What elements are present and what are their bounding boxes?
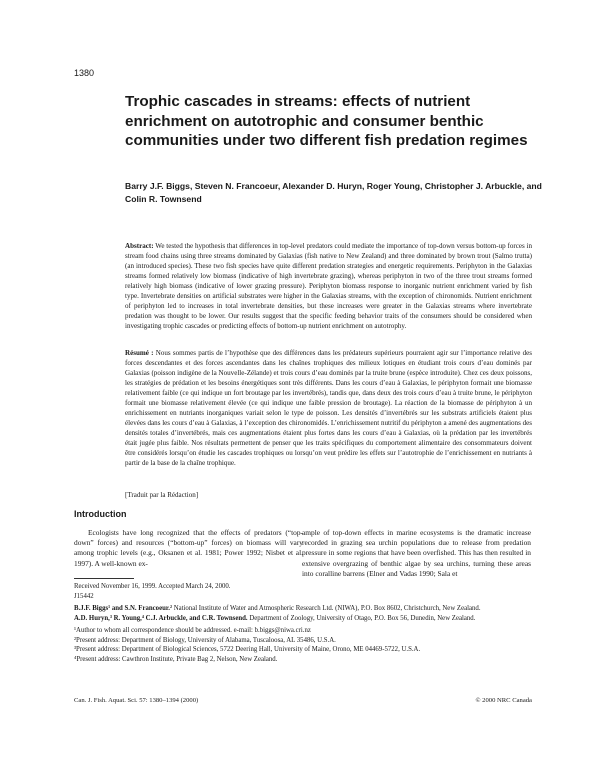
manuscript-id: J15442 — [74, 592, 94, 600]
article-notes — [74, 582, 532, 664]
abstract-label: Abstract: — [125, 242, 154, 250]
affiliation-text: National Institute of Water and Atmospheric Research Ltd. (NIWA), P.O. Box 8602, Christchurch, New Zealand. — [173, 605, 481, 612]
footnote-3: ³Present address: Department of Biological Sciences, 5722 Deering Hall, University of Maine, Orono, ME 04469-5722, U.S.A. — [74, 646, 421, 653]
abstract-text: We tested the hypothesis that differences in top-level predators could mediate the importance of top-down versus bottom-up forces in stream food chains using three streams dominated by Galaxias (fish native to New Zealand) and three dominated by brown trout (Salmo trutta) (an introduced species). These two fish species have quite different predation strategies and energetic requirements. Periphyton in the Galaxias streams formed relatively low biomass (indicative of high invertebrate grazing), whereas periphyton in two of the three trout streams formed relatively high biomass (indicative of lower grazing pressure). Periphyton biomass response to inorganic nutrient enrichment varied by fish type. Invertebrate densities on artificial substrates were higher in the Galaxias streams, with the exception of chironomids. Nutrient enrichment of periphyton led to increases in total invertebrate densities, but these increases were greater in the Galaxias streams where invertebrate predation was thought to be lower. Our results suggest that the specific feeding behavior traits of the consumers should be considered when investigating trophic cascades or predicting effects of bottom-up nutrient enrichment on autotrophy. — [125, 242, 532, 330]
copyright-notice: © 2000 NRC Canada — [475, 697, 532, 704]
resume — [125, 348, 532, 468]
affiliation — [74, 614, 532, 624]
journal-citation: Can. J. Fish. Aquat. Sci. 57: 1380–1394 (2000) — [74, 697, 199, 704]
affiliation-names: B.J.F. Biggs¹ and S.N. Francoeur.² — [74, 605, 172, 612]
footnote-4: ⁴Present address: Cawthron Institute, Private Bag 2, Nelson, New Zealand. — [74, 655, 278, 663]
abstract — [125, 241, 532, 331]
footnote-divider — [74, 578, 134, 579]
translation-note: [Traduit par la Rédaction] — [125, 491, 199, 499]
resume-text: Nous sommes partis de l’hypothèse que des différences dans les prédateurs supérieurs pourraient agir sur l’importance relative des forces descendantes et des forces ascendantes dans les chaînes trophiques des milieux lotiques en étudiant trois cours d’eau dominés par Galaxias (poisson indigène de la Nouvelle-Zélande) et trois cours d’eau dominés par la truite brune (espèce introduite). Chez ces deux poissons, les stratégies de prédation et les besoins énergétiques sont très différents. Dans les cours d’eau à Galaxias, le périphyton formait une biomasse relativement faible (ce qui indique un fort broutage par les invertébrés), tandis que, dans deux des trois cours d’eau à truite brune, le périphyton formait une biomasse relativement élevée (ce qui indique une faible pression de broutage). La réaction de la biomasse de périphyton à un enrichissement en nutriants inorganiques variait selon le type de poisson. Les densités d’invertébrés sur les substrats artificiels étaient plus élevées dans les cours d’eau à Galaxias, à l’exception des chironomidés. L’enrichissement nutritif du périphyton a amené des augmentations des densités totales d’invertébrés, mais ces augmentations étaient plus fortes dans les cours d’eau à Galaxias, où la prédation par les invertébrés était jugée plus faible. Nos résultats permettent de penser que les traits spécifiques du comportement alimentaire des consommateurs doivent être considérés lorsqu’on étudie les cascades trophiques ou lorsqu’on veut prédire les effets sur l’autotrophie de l’enrichissement en nutriants à partir de la base de la chaîne trophique. — [125, 349, 533, 467]
affiliation — [74, 604, 532, 614]
affiliation-text: Department of Zoology, University of Otago, P.O. Box 56, Dunedin, New Zealand. — [249, 614, 476, 622]
intro-right-column: ample of top-down effects in marine ecosystems is the dramatic increase recorded in grazing sea urchin populations due to release from predation pressure in some regions that have been overfished. This has then resulted in extensive overgrazing of benthic algae by sea urchins, turning these areas into coralline barrens (Elner and Vadas 1990; Sala et — [302, 528, 531, 578]
page-number: 1380 — [74, 68, 95, 78]
author-list: Barry J.F. Biggs, Steven N. Francoeur, Alexander D. Huryn, Roger Young, Christopher J. Arbuckle, and Colin R. Townsend — [125, 181, 542, 205]
footnote-1: ¹Author to whom all correspondence should be addressed. e-mail: b.biggs@niwa.cri.nz — [74, 627, 311, 634]
intro-left-column: Ecologists have long recognized that the effects of predators (“top-down” forces) and resources (“bottom-up” forces) on biomass will vary among trophic levels (e.g., Oksanen et al. 1981; Power 1992; Nisbet et al. 1997). A well-known ex- — [74, 528, 303, 568]
footnote-2: ²Present address: Department of Biology, University of Alabama, Tuscaloosa, AL 35486, U.S.A. — [74, 636, 336, 644]
received-line: Received November 16, 1999. Accepted March 24, 2000. — [74, 583, 231, 590]
affiliation-names: A.D. Huryn,³ R. Young,⁴ C.J. Arbuckle, and C.R. Townsend. — [74, 614, 248, 622]
section-heading-introduction: Introduction — [74, 509, 127, 519]
resume-label: Résumé : — [125, 349, 154, 357]
article-title: Trophic cascades in streams: effects of nutrient enrichment on autotrophic and consumer benthic communities under two different fish predation regimes — [125, 93, 528, 149]
